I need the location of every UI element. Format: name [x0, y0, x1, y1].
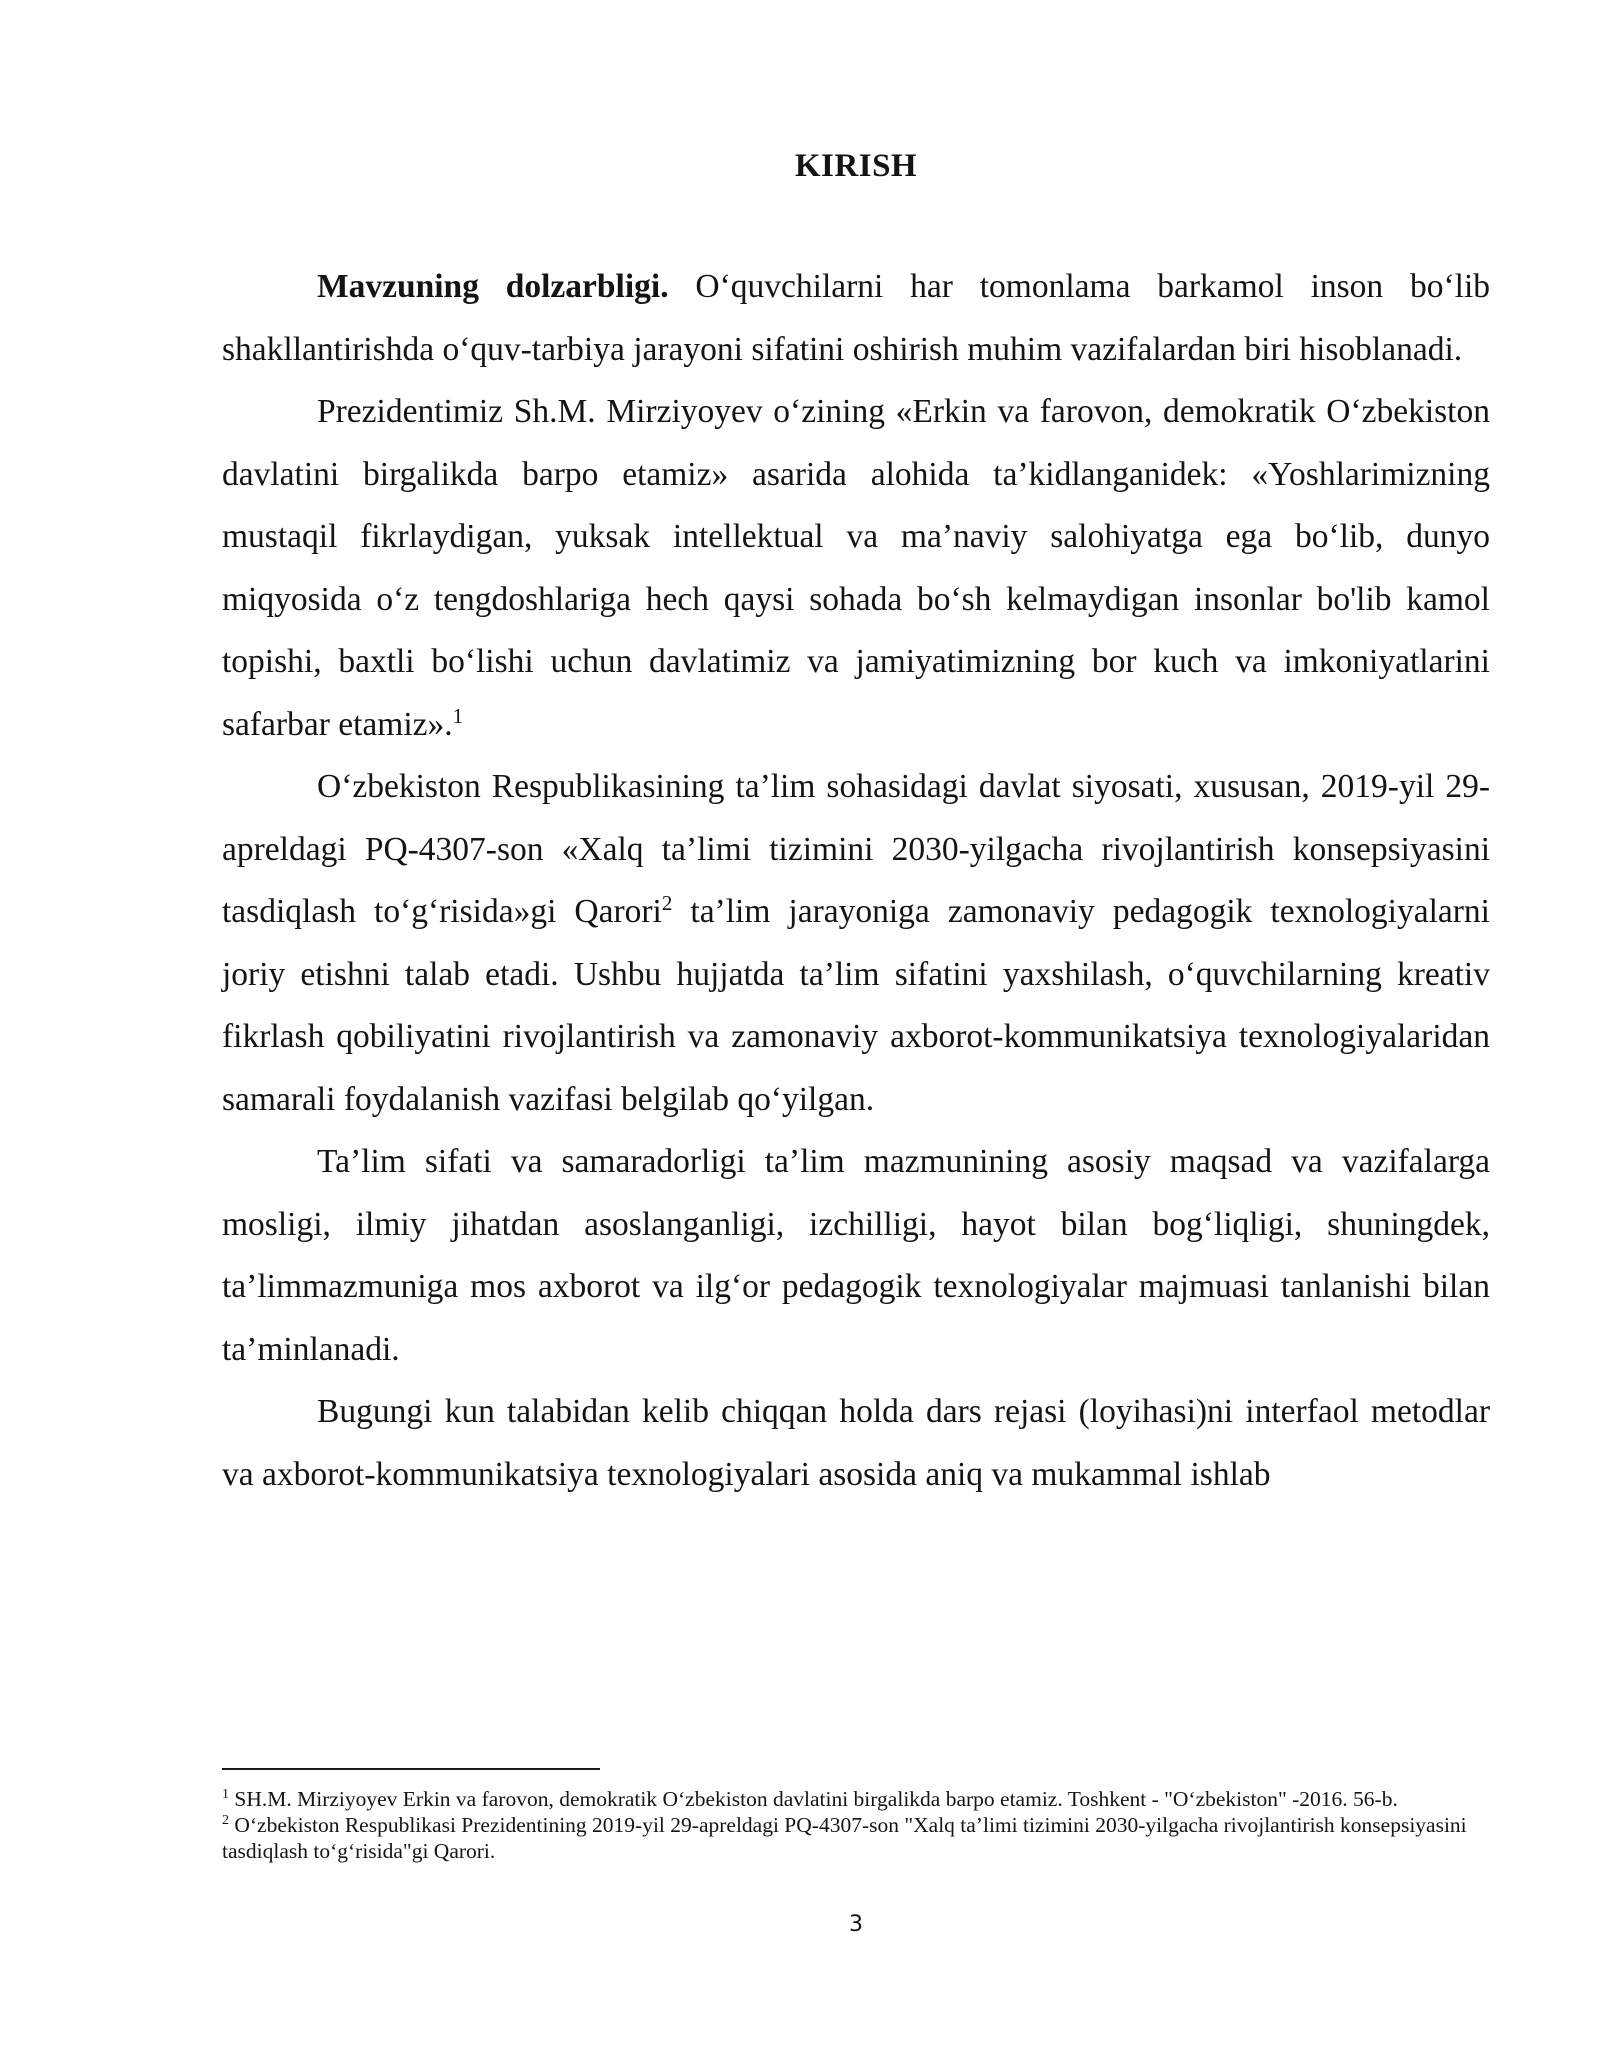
paragraph-president-quote: [222, 381, 1490, 756]
footnote-item: [222, 1786, 1490, 1812]
footnote-text: O‘zbekiston Respublikasi Prezidentining 2019-yil 29-apreldagi PQ-4307-son "Xalq ta’limi tizimini 2030-yilgacha rivojlantirish konsepsiyasini tasdiqlash to‘g‘risida"gi Qarori.: [222, 1813, 1467, 1863]
paragraph-relevance: [222, 256, 1490, 381]
paragraph-lesson-plan: [222, 1381, 1490, 1506]
paragraph-text: O‘quvchilarni har tomonlama barkamol inson bo‘lib shakllantirishda o‘quv-tarbiya jarayoni sifatini oshirish muhim vazifalardan biri hisoblanadi.: [222, 268, 1491, 368]
footnote-text: SH.M. Mirziyoyev Erkin va farovon, demokratik O‘zbekiston davlatini birgalikda barpo etamiz. Toshkent - "O‘zbekiston" -2016. 56-b.: [229, 1787, 1398, 1811]
footnote-reference: 2: [661, 890, 673, 915]
footnote-item: [222, 1812, 1490, 1864]
paragraph-education-quality: [222, 1131, 1490, 1381]
page-number: 3: [849, 1912, 863, 1937]
paragraph-text: Prezidentimiz Sh.M. Mirziyoyev o‘zining «Erkin va farovon, demokratik O‘zbekiston davlatini birgalikda barpo etamiz» asarida alohida ta’kidlanganidek: «Yoshlarimizning mustaqil fikrlaydigan, yuksak intellektual va ma’naviy salohiyatga ega bo‘lib, dunyo miqyosida o‘z tengdoshlariga hech qaysi sohada bo‘sh kelmaydigan insonlar bo'lib kamol topishi, baxtli bo‘lishi uchun davlatimiz va jamiyatimizning bor kuch va imkoniyatlarini safarbar etamiz».: [222, 393, 1490, 743]
footnotes: [222, 1786, 1490, 1864]
footnote-number: 2: [222, 1812, 229, 1828]
paragraph-text: Bugungi kun talabidan kelib chiqqan holda dars rejasi (loyihasi)ni interfaol metodlar va axborot-kommunikatsiya texnologiyalari asosida aniq va mukammal ishlab: [222, 1393, 1490, 1493]
footnote-separator: [222, 1768, 600, 1770]
footnote-number: 1: [222, 1786, 229, 1802]
paragraph-text: ta’lim jarayoniga zamonaviy pedagogik texnologiyalarni joriy etishni talab etadi. Ushbu hujjatda ta’lim sifatini yaxshilash, o‘quvchilarning kreativ fikrlash qobiliyatini rivojlantirish va zamonaviy axborot-kommunikatsiya texnologiyalaridan samarali foydalanish vazifasi belgilab qo‘yilgan.: [222, 893, 1490, 1118]
footnote-reference: 1: [452, 703, 464, 728]
paragraph-text: Ta’lim sifati va samaradorligi ta’lim mazmunining asosiy maqsad va vazifalarga mosligi, ilmiy jihatdan asoslanganligi, izchilligi, hayot bilan bog‘liqligi, shuningdek, ta’limmazmuniga mos axborot va ilg‘or pedagogik texnologiyalar majmuasi tanlanishi bilan ta’minlanadi.: [222, 1143, 1490, 1368]
body-text: [222, 256, 1490, 1506]
paragraph-education-policy: [222, 756, 1490, 1131]
paragraph-lead-in: Mavzuning dolzarbligi.: [317, 268, 669, 305]
paragraph-text: O‘zbekiston Respublikasining ta’lim sohasidagi davlat siyosati, xususan, 2019-yil 29-apreldagi PQ-4307-son «Xalq ta’limi tizimini 2030-yilgacha rivojlantirish konsepsiyasini tasdiqlash to‘g‘risida»gi Qarori: [222, 768, 1490, 930]
page-heading: KIRISH: [794, 148, 918, 184]
